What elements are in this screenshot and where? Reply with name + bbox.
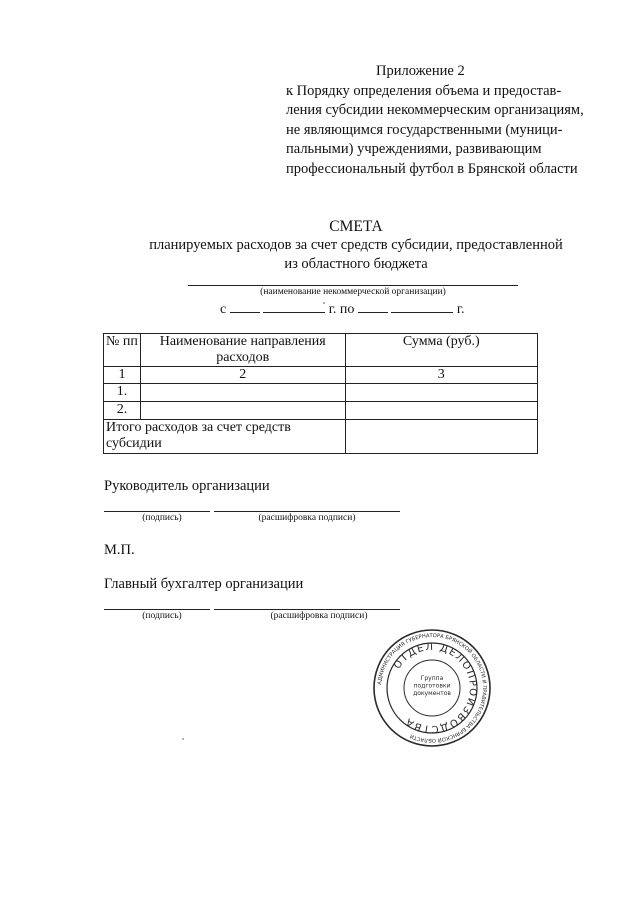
- row-amount-cell: [345, 384, 537, 402]
- stamp-center-text: Группа подготовки документов: [413, 675, 451, 697]
- head-signature-caption: (подпись): [142, 513, 182, 523]
- annex-line: ления субсидии некоммерческим организациям,: [286, 102, 584, 118]
- scan-dot: [182, 738, 184, 740]
- estimate-subtitle-line: из областного бюджета: [284, 256, 428, 272]
- estimate-table: [103, 333, 538, 454]
- table-header-row: [104, 334, 538, 367]
- accountant-signature-line: [104, 609, 210, 610]
- row-number-cell: 2.: [104, 402, 141, 420]
- annex-title: Приложение 2: [376, 63, 465, 79]
- accountant-label: Главный бухгалтер организации: [104, 576, 304, 592]
- scan-dot: [323, 302, 325, 304]
- table-total-row: [104, 420, 538, 454]
- period-from-label: с: [220, 302, 227, 317]
- total-label-cell: Итого расходов за счет средств субсидии: [104, 420, 346, 454]
- annex-line: к Порядку определения объема и предостав-: [286, 82, 562, 99]
- annex-line: не являющимся государственными (муници-: [286, 121, 563, 138]
- day-blank: [358, 301, 388, 313]
- period-line: [220, 301, 465, 318]
- numbering-cell: 1: [104, 367, 141, 384]
- accountant-decoding-caption: (расшифровка подписи): [270, 611, 368, 621]
- table-row: [104, 402, 538, 420]
- accountant-decoding-line: [214, 609, 400, 610]
- annex-line: профессиональный футбол в Брянской области: [286, 160, 578, 177]
- stamp-ring-text: ОТДЕЛ ДЕЛОПРОИЗВОДСТВА: [391, 641, 479, 735]
- month-blank: [263, 301, 325, 313]
- seal-label: М.П.: [104, 542, 135, 558]
- numbering-cell: 3: [345, 367, 537, 384]
- head-decoding-line: [214, 511, 400, 512]
- month-blank: [391, 301, 453, 313]
- annex-header: [286, 62, 616, 179]
- organization-name-line: [188, 285, 518, 286]
- header-cell-direction: Наименование направления расходов: [140, 334, 345, 367]
- row-amount-cell: [345, 402, 537, 420]
- head-label: Руководитель организации: [104, 478, 270, 494]
- head-decoding-caption: (расшифровка подписи): [258, 513, 356, 523]
- table-row: [104, 384, 538, 402]
- accountant-signature-caption: (подпись): [142, 611, 182, 621]
- estimate-title: СМЕТА: [329, 218, 383, 235]
- total-amount-cell: [345, 420, 537, 454]
- numbering-cell: 2: [140, 367, 345, 384]
- estimate-subtitle-line: планируемых расходов за счет средств субсидии, предоставленной: [149, 237, 563, 253]
- period-year-label: г. по: [328, 302, 355, 317]
- day-blank: [230, 301, 260, 313]
- header-cell-number: № пп: [104, 334, 141, 367]
- table-numbering-row: [104, 367, 538, 384]
- organization-name-caption: (наименование некоммерческой организации): [260, 287, 446, 297]
- header-cell-amount: Сумма (руб.): [345, 334, 537, 367]
- estimate-subtitle: [100, 236, 612, 274]
- row-number-cell: 1.: [104, 384, 141, 402]
- row-direction-cell: [140, 384, 345, 402]
- stamp-outer-text: АДМИНИСТРАЦИЯ ГУБЕРНАТОРА БРЯНСКОЙ ОБЛАСТИ И ПРАВИТЕЛЬСТВА БРЯНСКОЙ ОБЛАСТИ: [377, 632, 488, 744]
- head-signature-line: [104, 511, 210, 512]
- annex-line: пальными) учреждениями, развивающим: [286, 141, 542, 157]
- office-stamp: [372, 628, 492, 748]
- period-end-label: г.: [456, 302, 465, 317]
- row-direction-cell: [140, 402, 345, 420]
